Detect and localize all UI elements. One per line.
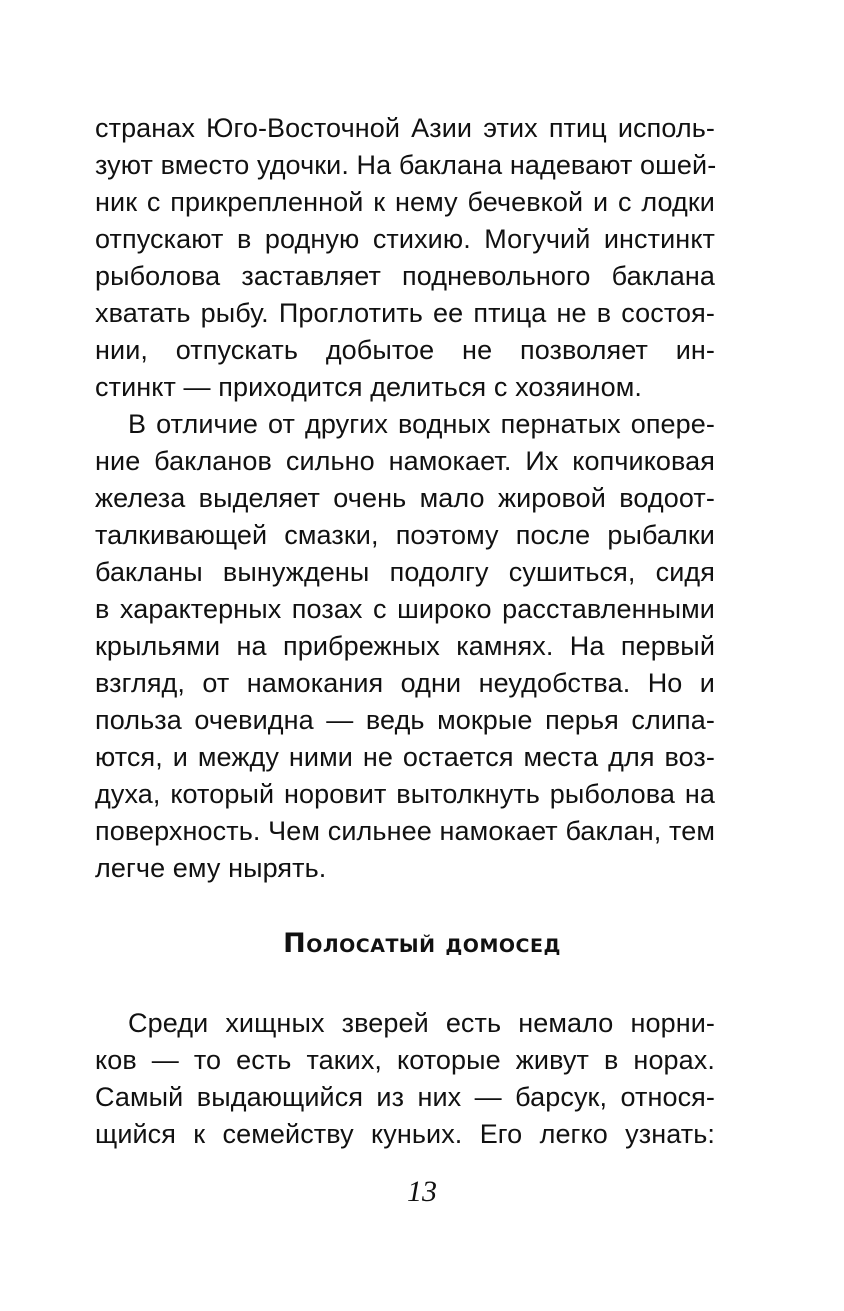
text-line: отпускают в родную стихию. Могучий инстинкт	[95, 224, 715, 254]
text-line: Самый выдающийся из них — барсук, относя-	[95, 1082, 715, 1112]
text-line: поверхность. Чем сильнее намокает баклан, тем	[95, 816, 715, 846]
text-line: духа, который норовит вытолкнуть рыболова на	[95, 779, 715, 809]
text-line: в характерных позах с широко расставленными	[95, 594, 715, 624]
paragraph-3	[95, 1005, 715, 1153]
paragraph-2	[95, 406, 715, 887]
page-body	[95, 110, 715, 887]
text-line: нии, отпускать добытое не позволяет ин-	[95, 335, 715, 365]
text-line: ние бакланов сильно намокает. Их копчиковая	[95, 446, 715, 476]
text-line: В отличие от других водных пернатых опере-	[128, 409, 715, 439]
text-line: крыльями на прибрежных камнях. На первый	[95, 631, 715, 661]
text-line: хватать рыбу. Проглотить ее птица не в состоя-	[95, 298, 715, 328]
text-line: талкивающей смазки, поэтому после рыбалки	[95, 520, 715, 550]
text-line: щийся к семейству куньих. Его легко узнать:	[95, 1119, 715, 1149]
text-line: Среди хищных зверей есть немало норни-	[128, 1008, 715, 1038]
text-line: ков — то есть таких, которые живут в норах.	[95, 1045, 715, 1075]
text-line: ются, и между ними не остается места для воз-	[95, 742, 715, 772]
text-line: польза очевидна — ведь мокрые перья слипа-	[95, 705, 715, 735]
paragraph-1	[95, 110, 715, 406]
text-line: ник с прикрепленной к нему бечевкой и с лодки	[95, 187, 715, 217]
text-line: зуют вместо удочки. На баклана надевают ошей-	[95, 150, 717, 180]
page-number: 13	[407, 1175, 437, 1208]
text-line: железа выделяет очень мало жировой водоот-	[95, 483, 715, 513]
text-line: бакланы вынуждены подолгу сушиться, сидя	[95, 557, 715, 587]
text-line: рыболова заставляет подневольного баклана	[95, 261, 715, 291]
section-heading: Полосатый домосед	[283, 928, 561, 959]
text-line: легче ему нырять.	[95, 853, 327, 883]
text-line: странах Юго-Восточной Азии этих птиц исполь-	[95, 113, 715, 143]
text-line: стинкт — приходится делиться с хозяином.	[95, 372, 642, 402]
text-line: взгляд, от намокания одни неудобства. Но и	[95, 668, 715, 698]
